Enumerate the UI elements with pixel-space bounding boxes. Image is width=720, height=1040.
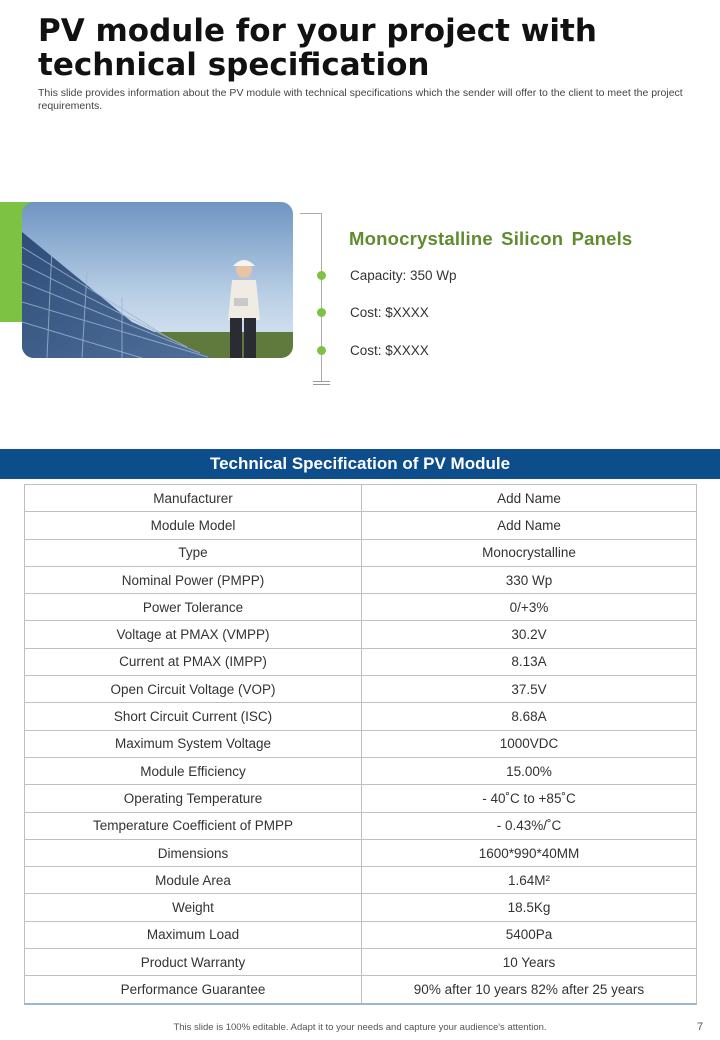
table-row <box>25 757 697 784</box>
spec-label: Type <box>25 539 362 566</box>
footer-note: This slide is 100% editable. Adapt it to your needs and capture your audience's attention. <box>173 1022 547 1033</box>
table-row <box>25 949 697 976</box>
solar-panel-photo <box>22 202 293 358</box>
spec-label: Manufacturer <box>25 485 362 512</box>
table-row <box>25 730 697 757</box>
title-line-1: PV module for your project with <box>38 13 597 49</box>
spec-value: 90% after 10 years 82% after 25 years <box>362 976 697 1004</box>
page-subtitle: This slide provides information about the PV module with technical specifications which the sender will offer to the client to meet the project requirements. <box>38 87 683 112</box>
timeline-base <box>313 381 330 382</box>
spec-label: Nominal Power (PMPP) <box>25 566 362 593</box>
spec-value: 5400Pa <box>362 921 697 948</box>
spec-value: 18.5Kg <box>362 894 697 921</box>
table-row <box>25 894 697 921</box>
spec-value: 15.00% <box>362 757 697 784</box>
spec-label: Weight <box>25 894 362 921</box>
table-row <box>25 839 697 866</box>
spec-label: Current at PMAX (IMPP) <box>25 648 362 675</box>
spec-value: Monocrystalline <box>362 539 697 566</box>
table-row <box>25 648 697 675</box>
table-row <box>25 676 697 703</box>
timeline-connector <box>300 213 322 214</box>
table-row <box>25 566 697 593</box>
table-row <box>25 976 697 1004</box>
spec-label: Temperature Coefficient of PMPP <box>25 812 362 839</box>
cost-text: Cost: $XXXX <box>350 343 429 358</box>
spec-value: 10 Years <box>362 949 697 976</box>
spec-value: 8.68A <box>362 703 697 730</box>
spec-label: Maximum Load <box>25 921 362 948</box>
table-row <box>25 594 697 621</box>
spec-value: 1.64M² <box>362 867 697 894</box>
spec-label: Performance Guarantee <box>25 976 362 1004</box>
table-row <box>25 512 697 539</box>
spec-label: Module Model <box>25 512 362 539</box>
panel-heading: Monocrystalline Silicon Panels <box>349 228 633 249</box>
capacity-text: Capacity: 350 Wp <box>350 268 457 283</box>
timeline-base <box>313 384 330 385</box>
spec-value: 37.5V <box>362 676 697 703</box>
timeline-line <box>321 213 322 381</box>
spec-value: - 40˚C to +85˚C <box>362 785 697 812</box>
cost-text: Cost: $XXXX <box>350 305 429 320</box>
spec-label: Power Tolerance <box>25 594 362 621</box>
spec-value: 330 Wp <box>362 566 697 593</box>
page-title <box>38 14 678 82</box>
spec-value: 30.2V <box>362 621 697 648</box>
table-row <box>25 812 697 839</box>
spec-label: Module Area <box>25 867 362 894</box>
spec-label: Product Warranty <box>25 949 362 976</box>
timeline-dot <box>317 271 326 280</box>
spec-label: Module Efficiency <box>25 757 362 784</box>
spec-label: Voltage at PMAX (VMPP) <box>25 621 362 648</box>
spec-value: 0/+3% <box>362 594 697 621</box>
spec-table <box>24 484 697 1005</box>
spec-value: Add Name <box>362 485 697 512</box>
table-row <box>25 703 697 730</box>
table-row <box>25 621 697 648</box>
table-row <box>25 921 697 948</box>
page-number: 7 <box>697 1021 704 1033</box>
spec-value: 8.13A <box>362 648 697 675</box>
spec-label: Dimensions <box>25 839 362 866</box>
spec-label: Short Circuit Current (ISC) <box>25 703 362 730</box>
timeline-dot <box>317 308 326 317</box>
spec-value: Add Name <box>362 512 697 539</box>
table-row <box>25 867 697 894</box>
spec-label: Open Circuit Voltage (VOP) <box>25 676 362 703</box>
table-row <box>25 539 697 566</box>
spec-value: - 0.43%/˚C <box>362 812 697 839</box>
table-row <box>25 485 697 512</box>
spec-value: 1600*990*40MM <box>362 839 697 866</box>
timeline-dot <box>317 346 326 355</box>
spec-value: 1000VDC <box>362 730 697 757</box>
spec-label: Maximum System Voltage <box>25 730 362 757</box>
table-row <box>25 785 697 812</box>
spec-label: Operating Temperature <box>25 785 362 812</box>
title-line-2: technical specification <box>38 47 430 83</box>
table-title: Technical Specification of PV Module <box>0 449 720 479</box>
